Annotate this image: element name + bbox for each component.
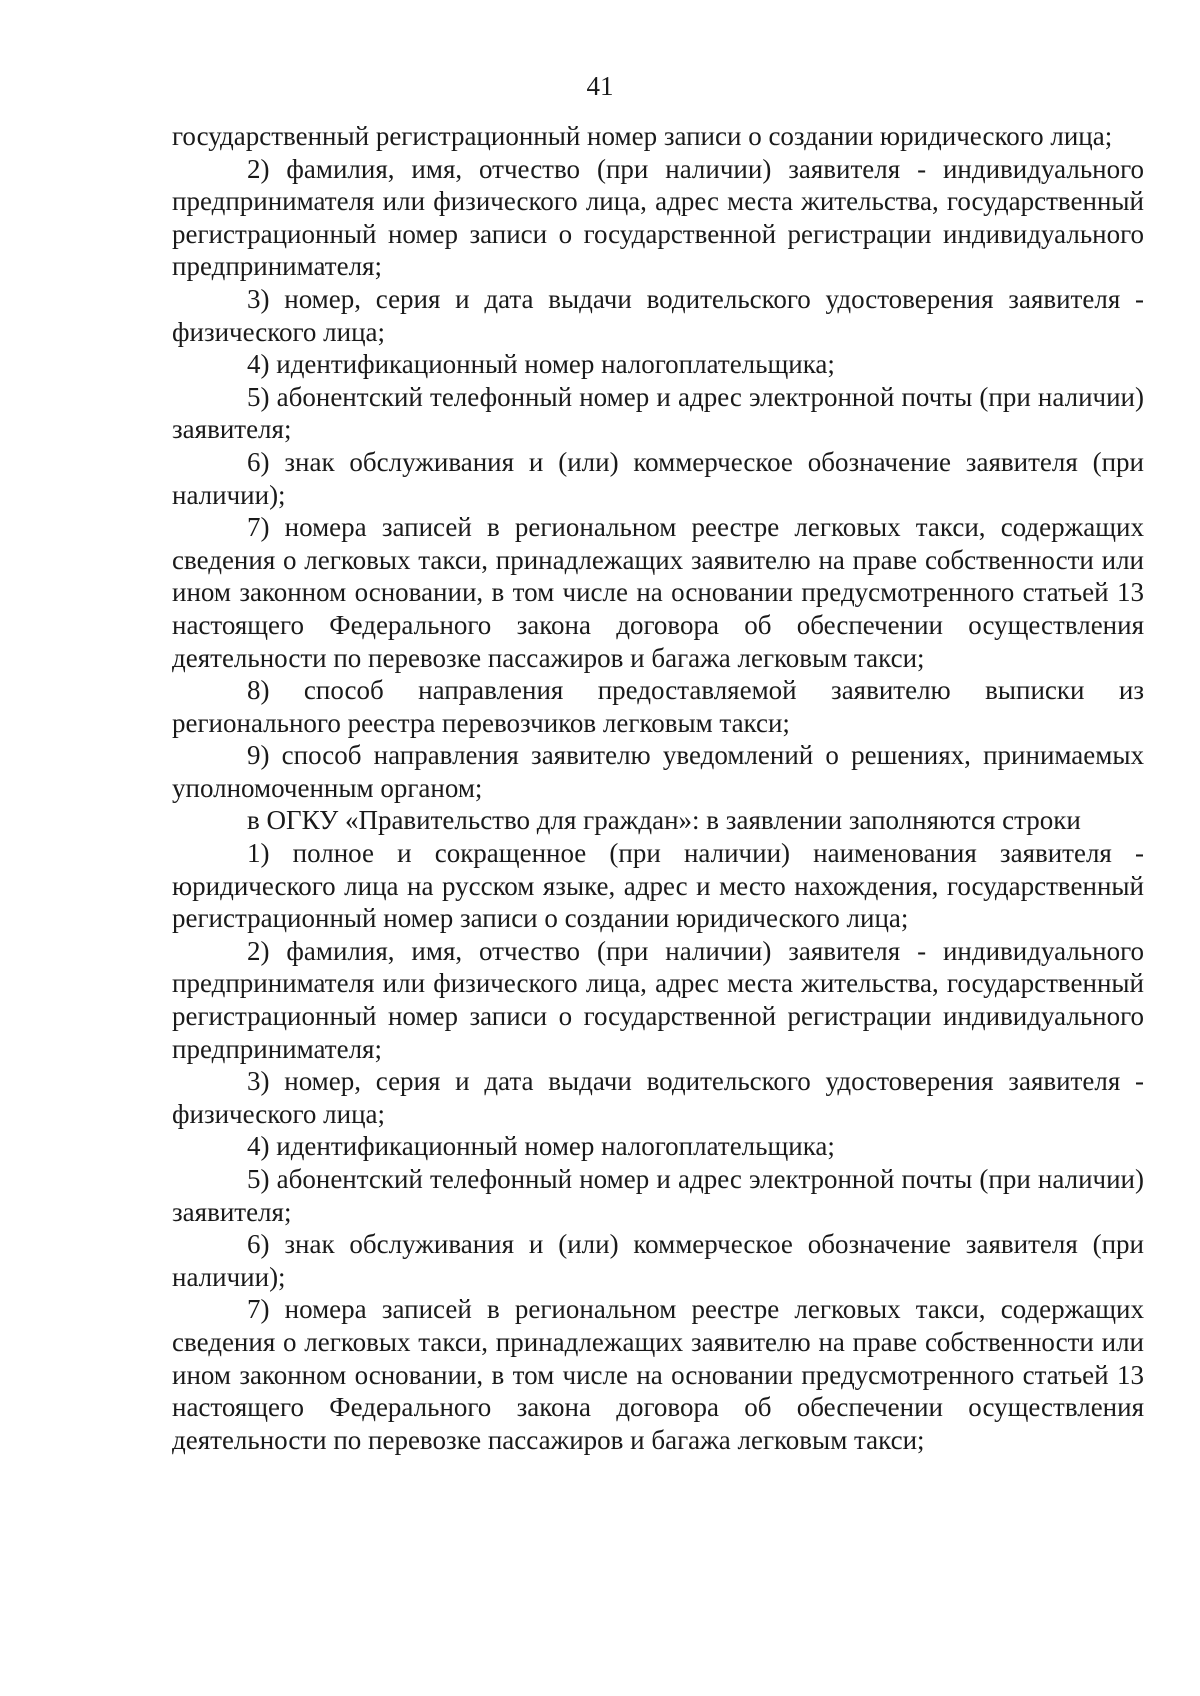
paragraph: 2) фамилия, имя, отчество (при наличии) заявителя - индивидуального предпринимателя или физического лица, адрес места жительства, государственный регистрационный номер записи о государственной регистрации индивидуального предпринимателя; <box>172 935 1144 1064</box>
paragraph: 9) способ направления заявителю уведомлений о решениях, принимаемых уполномоченным органом; <box>172 740 1144 803</box>
paragraph: в ОГКУ «Правительство для граждан»: в заявлении заполняются строки <box>247 805 1081 836</box>
paragraph: 5) абонентский телефонный номер и адрес электронной почты (при наличии) заявителя; <box>172 1164 1144 1227</box>
paragraph: 1) полное и сокращенное (при наличии) наименования заявителя - юридического лица на русском языке, адрес и место нахождения, государственный регистрационный номер записи о создании юридического лица; <box>172 838 1144 934</box>
paragraph: 6) знак обслуживания и (или) коммерческое обозначение заявителя (при наличии); <box>172 1229 1144 1292</box>
page-number: 41 <box>586 71 614 101</box>
paragraph: 2) фамилия, имя, отчество (при наличии) заявителя - индивидуального предпринимателя или физического лица, адрес места жительства, государственный регистрационный номер записи о государственной регистрации индивидуального предпринимателя; <box>172 153 1144 282</box>
paragraph: 3) номер, серия и дата выдачи водительского удостоверения заявителя - физического лица; <box>172 1066 1144 1129</box>
paragraph: 3) номер, серия и дата выдачи водительского удостоверения заявителя - физического лица; <box>172 283 1144 347</box>
paragraph: 4) идентификационный номер налогоплательщика; <box>247 1131 835 1162</box>
paragraph: 5) абонентский телефонный номер и адрес электронной почты (при наличии) заявителя; <box>172 381 1144 445</box>
paragraph: 4) идентификационный номер налогоплательщика; <box>247 349 835 380</box>
paragraph: 6) знак обслуживания и (или) коммерческое обозначение заявителя (при наличии); <box>172 446 1144 510</box>
document-body <box>172 120 1144 1456</box>
paragraph: 8) способ направления предоставляемой заявителю выписки из регионального реестра перевозчиков легковым такси; <box>172 675 1144 738</box>
paragraph: 7) номера записей в региональном реестре легковых такси, содержащих сведения о легковых такси, принадлежащих заявителю на праве собственности или ином законном основании, в том числе на основании предусмотренного статьей 13 настоящего Федерального закона договора об обеспечении осуществления деятельности по перевозке пассажиров и багажа легковым такси; <box>172 512 1144 673</box>
paragraph: 7) номера записей в региональном реестре легковых такси, содержащих сведения о легковых такси, принадлежащих заявителю на праве собственности или ином законном основании, в том числе на основании предусмотренного статьей 13 настоящего Федерального закона договора об обеспечении осуществления деятельности по перевозке пассажиров и багажа легковым такси; <box>172 1294 1144 1455</box>
paragraph: государственный регистрационный номер записи о создании юридического лица; <box>172 121 1113 151</box>
